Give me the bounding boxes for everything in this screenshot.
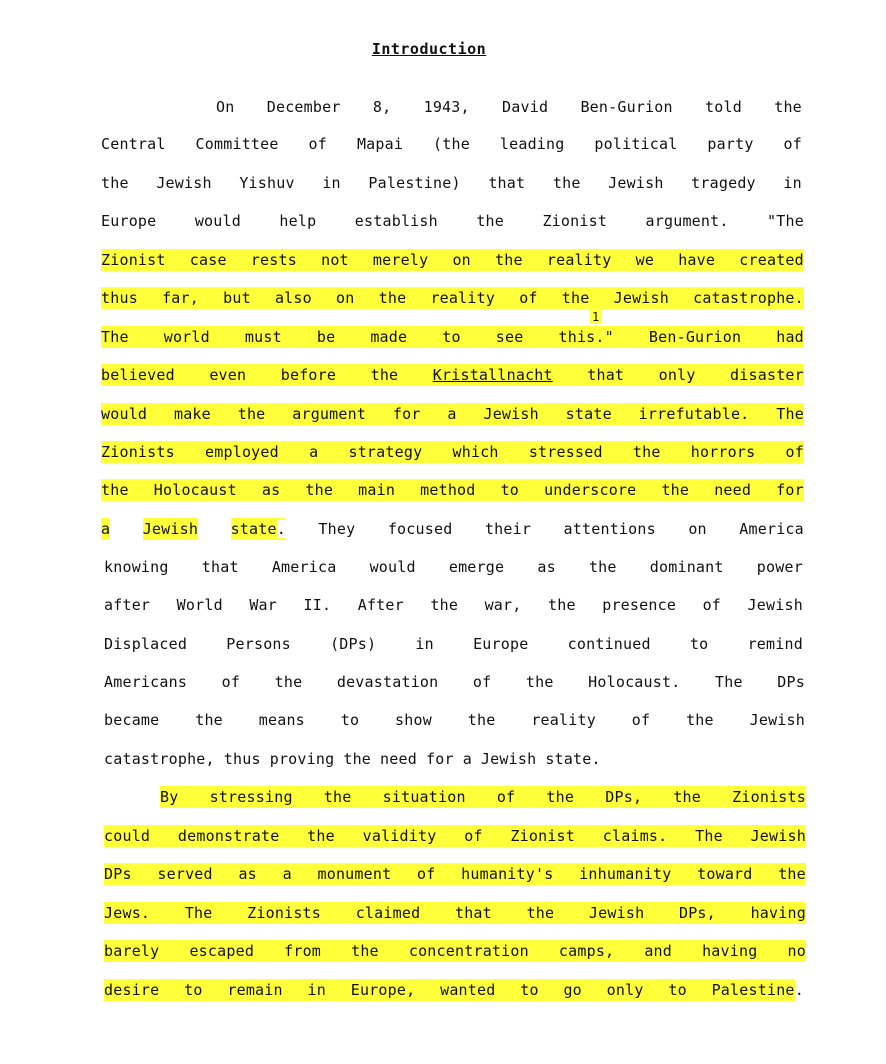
word: the [101,174,129,192]
word: the [343,750,372,768]
word: remind [747,635,803,653]
word: the [430,596,459,614]
word: reality [546,251,612,269]
word: to [520,981,539,999]
word: DPs [104,865,132,883]
text-line [101,403,804,425]
word: of [496,788,516,806]
word: dominant [649,558,724,576]
footnote-marker: 1 [592,310,600,324]
word: of [631,711,651,729]
word: a [462,750,472,768]
word: Persons [226,635,291,653]
word: the [686,711,714,729]
word: Jewish [749,711,805,729]
word: Mapai [356,135,404,153]
word: which [452,443,499,461]
text-line [160,786,806,808]
word: must [244,328,282,346]
word: The [695,827,723,845]
word: make [173,405,211,423]
word: the [588,558,617,576]
word: state. [545,750,601,768]
period: . [276,520,286,538]
word: their [484,520,532,538]
word: the [467,711,496,729]
word: presence [602,596,677,614]
text-line [101,287,804,309]
text-line [104,748,744,770]
word: barely [104,942,160,960]
word: before [280,366,337,384]
word: that [201,558,239,576]
word: concentration [408,942,529,960]
word: to [442,328,461,346]
word: a [101,520,111,538]
word: Holocaust [153,481,237,499]
word: the [370,366,399,384]
word: that [587,366,625,384]
word: would [101,405,148,423]
word: the [101,481,129,499]
word: inhumanity [579,865,672,883]
highlighted-run [104,979,795,1001]
word: in [415,635,434,653]
word: camps, [558,942,615,960]
word: focused [387,520,453,538]
word: After [357,596,404,614]
word: proving [269,750,335,768]
word: the [274,673,303,691]
text-line [101,441,804,463]
word: Displaced [104,635,188,653]
word: have [678,251,716,269]
word: Holocaust. [588,673,681,691]
word: a [447,405,457,423]
word: World [176,596,223,614]
word: we [635,251,655,269]
word: to [500,481,520,499]
word: to [184,981,203,999]
word: DPs, [605,788,643,806]
word: America [739,520,804,538]
word: remain [227,981,283,999]
word: no [787,942,806,960]
word: party [707,135,754,153]
word: political [594,135,678,153]
text-line [101,326,804,348]
word: The [715,673,743,691]
word: show [395,711,432,729]
word: claims. [602,827,668,845]
word: told [705,98,742,116]
word: escaped [189,942,255,960]
word: for [776,481,804,499]
word: had [776,328,804,346]
word: the [778,865,806,883]
word: the [632,443,661,461]
word: the [305,481,334,499]
word: this." [558,328,614,346]
word: created [739,251,804,269]
word: need [380,750,417,768]
period: . [794,981,804,999]
text-line [101,518,804,540]
word: for [425,750,454,768]
word: the [546,788,575,806]
word: DPs, [678,904,716,922]
text-line [101,172,802,194]
word: merely [372,251,429,269]
word: 8, [372,98,392,116]
word: only [658,366,696,384]
text-line [104,863,806,885]
word: to [689,635,709,653]
text-line [101,133,802,155]
word: employed [205,443,279,461]
word: the [323,788,352,806]
word: Jewish [480,750,537,768]
word: tragedy [691,174,756,192]
word: of [464,827,483,845]
word: would [369,558,416,576]
word: the [774,98,802,116]
word: made [370,328,408,346]
word: but [223,289,251,307]
word: the [552,174,581,192]
word: on [452,251,471,269]
word: of [308,135,328,153]
word: means [258,711,305,729]
word: Jewish [588,904,645,922]
word: of [519,289,538,307]
word: state [565,405,612,423]
word: The [184,904,213,922]
word: believed [101,366,175,384]
word: in [322,174,341,192]
word: Jewish [747,596,803,614]
word: Europe, [350,981,416,999]
word: be [316,328,336,346]
word: continued [567,635,651,653]
word: devastation [336,673,439,691]
word: toward [697,865,753,883]
word: Central [101,135,166,153]
word: far, [162,289,199,307]
word: world [163,328,210,346]
word: would [194,212,241,230]
word: that [454,904,492,922]
word: underscore [544,481,637,499]
word: The [101,328,129,346]
word: On [216,98,235,116]
word: to [340,711,360,729]
word: go [563,981,582,999]
word: Europe [101,212,157,230]
word: "The [767,212,804,230]
word: War [249,596,278,614]
word: David [502,98,549,116]
word: Europe [473,635,529,653]
word: leading [499,135,565,153]
text-line [104,594,803,616]
word: not [321,251,349,269]
text-line [104,902,806,924]
word: Zionists [732,788,806,806]
word: the [548,596,576,614]
word: humanity's [461,865,554,883]
word: the [378,289,407,307]
word: of [417,865,436,883]
word: attentions [563,520,656,538]
word: the [307,827,335,845]
word: The [776,405,804,423]
text-line [104,671,805,693]
word: reality [531,711,596,729]
word: (the [433,135,470,153]
word: having [702,942,758,960]
word: the [476,212,505,230]
word: establish [354,212,438,230]
word: America [271,558,337,576]
word: rests [250,251,297,269]
word: irrefutable. [638,405,750,423]
word: Jewish [142,520,199,538]
word: power [756,558,803,576]
word: thus [101,289,138,307]
word: the [495,251,523,269]
page-title: Introduction [371,40,487,58]
text-line [216,96,802,118]
word: could [104,827,151,845]
word: state. [230,520,286,538]
word: Ben-Gurion [580,98,673,116]
word: and [644,942,673,960]
word: stressed [528,443,603,461]
word: of [785,443,804,461]
word: wanted [440,981,496,999]
word: (DPs) [330,635,377,653]
word: as [238,865,257,883]
text-line [104,825,806,847]
word: emerge [448,558,505,576]
word: They [318,520,356,538]
word: also [274,289,312,307]
word: catastrophe. [693,289,804,307]
word: of [702,596,722,614]
word: the [195,711,223,729]
word: claimed [355,904,421,922]
word: Jewish [613,289,669,307]
word: Jews. [104,904,151,922]
word: demonstrate [177,827,280,845]
word: horrors [690,443,756,461]
word: validity [362,827,437,845]
word: a [282,865,292,883]
word: Zionists [247,904,322,922]
text-line [101,479,804,501]
word: Zionists [101,443,175,461]
word: as [537,558,556,576]
word: the [525,673,554,691]
word: to [668,981,687,999]
text-line [104,633,803,655]
word: for [392,405,421,423]
word: that [488,174,526,192]
text-line [104,709,805,731]
word: the [526,904,555,922]
word: desire [104,981,160,999]
word: argument [292,405,367,423]
word: Jewish [483,405,539,423]
word: situation [382,788,466,806]
word: Zionist [510,827,576,845]
word: having [750,904,806,922]
word: the [661,481,690,499]
word: Palestine) [368,174,461,192]
word: even [209,366,247,384]
word: Jewish [608,174,664,192]
word: case [189,251,227,269]
word: a [309,443,319,461]
word: argument. [645,212,729,230]
word: in [307,981,326,999]
word: thus [223,750,261,768]
word: reality [430,289,496,307]
word: strategy [348,443,423,461]
text-line [101,249,804,271]
word: Jewish [156,174,212,192]
word: as [261,481,281,499]
word: 1943, [423,98,470,116]
word: after [104,596,151,614]
text-line [101,210,804,232]
text-line [104,979,804,1001]
word: the [351,942,379,960]
word: Palestine [711,981,795,999]
word: became [104,711,160,729]
word: help [279,212,317,230]
word: method [420,481,476,499]
word: II. [303,596,332,614]
word: By [160,788,179,806]
word: catastrophe, [104,750,215,768]
word: on [336,289,355,307]
word: knowing [104,558,169,576]
word: DPs [777,673,805,691]
word: of [221,673,241,691]
word: in [783,174,802,192]
word: Jewish [750,827,806,845]
word: Yishuv [239,174,295,192]
word: December [266,98,341,116]
text-line [101,364,804,386]
word: need [714,481,752,499]
word: Kristallnacht [432,366,553,384]
word: of [472,673,492,691]
word: from [284,942,322,960]
word: the [673,788,702,806]
word: of [783,135,802,153]
word: on [688,520,707,538]
word: Zionist [101,251,166,269]
word: served [157,865,213,883]
text-line [104,556,803,578]
word: see [495,328,524,346]
word: Ben-Gurion [648,328,742,346]
word: war, [484,596,522,614]
word: Americans [104,673,188,691]
word: Zionist [542,212,608,230]
word: stressing [209,788,293,806]
word: the [561,289,590,307]
word: the [237,405,266,423]
word: disaster [730,366,804,384]
word: main [358,481,396,499]
text-line [104,940,806,962]
word: only [606,981,644,999]
word: Committee [195,135,279,153]
word: monument [317,865,392,883]
